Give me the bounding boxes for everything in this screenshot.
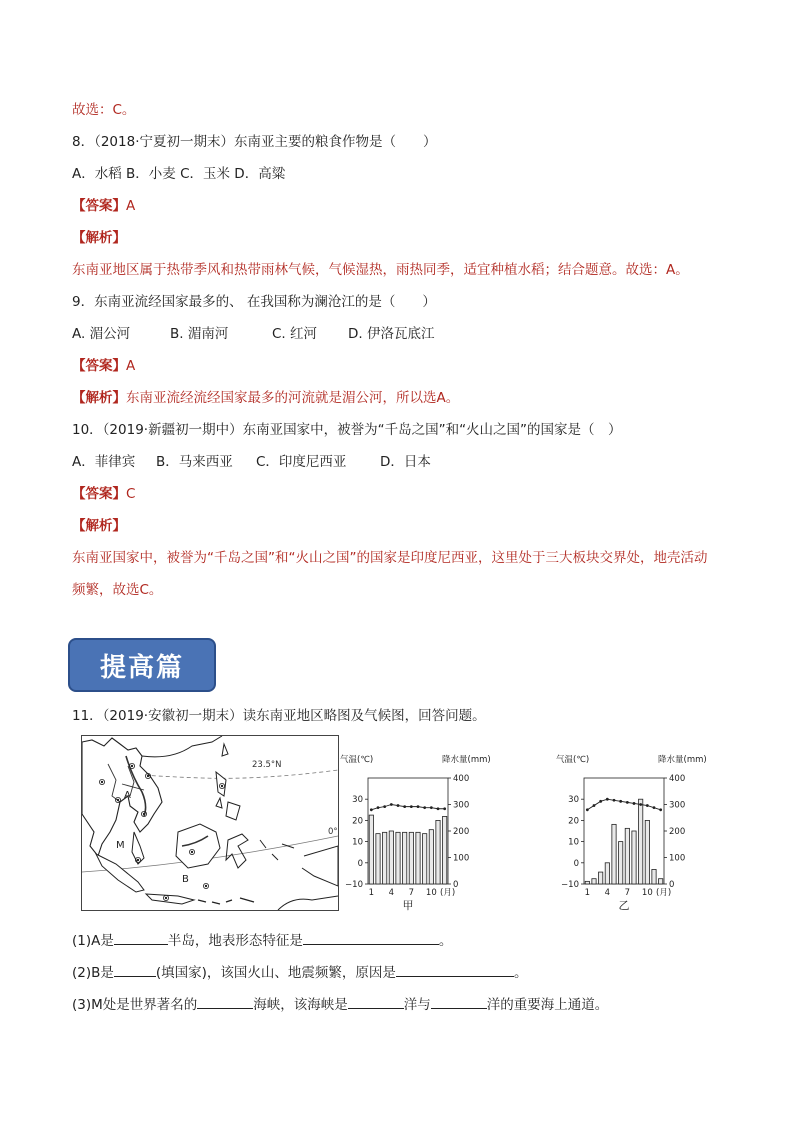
q9-option-b: B. 湄南河 <box>170 326 229 342</box>
taiwan-island <box>222 744 228 756</box>
chart-title: 乙 <box>618 899 630 912</box>
y-left-tick-label: −10 <box>561 880 579 890</box>
temperature-point <box>377 806 380 809</box>
temperature-point <box>443 807 446 810</box>
label-a: A <box>124 790 131 801</box>
answer-label: 【答案】 <box>72 198 126 214</box>
q9-question: 9．东南亚流经国家最多的、 在我国称为澜沧江的是（ ） <box>72 294 436 310</box>
precipitation-bar <box>416 832 420 884</box>
blank-2[interactable] <box>303 930 439 945</box>
temperature-point <box>370 808 373 811</box>
precipitation-bar <box>376 834 380 884</box>
blank-6[interactable] <box>348 994 404 1009</box>
precipitation-bar <box>652 869 656 884</box>
q8-analysis: 东南亚地区属于热带季风和热带雨林气候，气候湿热，雨热同季，适宜种植水稻；结合题意。故选：A。 <box>72 262 689 278</box>
precipitation-bar <box>619 842 623 884</box>
precipitation-bar <box>625 828 629 884</box>
q11-sub3-d: 洋的重要海上通道。 <box>486 997 609 1013</box>
analysis-label: 【解析】 <box>72 518 126 534</box>
temperature-point <box>383 805 386 808</box>
x-tick-label: 1 <box>584 888 591 898</box>
precipitation-bar <box>592 879 596 884</box>
precipitation-bar <box>409 832 413 884</box>
eastern-islands <box>260 840 338 886</box>
australia-coast <box>278 896 338 910</box>
y-right-tick-label: 100 <box>669 853 686 864</box>
q8-options: A．水稻 B．小麦 C．玉米 D．高粱 <box>72 166 286 182</box>
temperature-point <box>586 808 589 811</box>
temperature-point <box>593 804 596 807</box>
y-left-tick-label: 10 <box>568 837 579 848</box>
blank-7[interactable] <box>431 994 487 1009</box>
mainland-outline <box>82 738 162 856</box>
y-left-label: 气温(℃) <box>340 755 374 765</box>
china-coast <box>142 736 222 757</box>
y-left-tick-label: −10 <box>345 880 363 890</box>
answer-label: 【答案】 <box>72 486 126 502</box>
blank-4[interactable] <box>396 962 514 977</box>
q9-option-c: C. 红河 <box>272 326 318 342</box>
temperature-point <box>599 800 602 803</box>
precipitation-bar <box>612 824 616 884</box>
temperature-point <box>403 805 406 808</box>
q10-answer: C <box>126 486 136 502</box>
label-m: M <box>116 840 125 851</box>
y-right-tick-label: 300 <box>669 800 686 811</box>
y-right-tick-label: 300 <box>453 800 470 811</box>
q10-answer-line <box>72 484 135 504</box>
precipitation-bar <box>369 815 373 884</box>
temperature-point <box>646 804 649 807</box>
q11-sub3-c: 洋与 <box>403 997 431 1013</box>
blank-5[interactable] <box>197 994 253 1009</box>
y-left-tick-label: 10 <box>352 837 363 848</box>
temperature-line <box>371 805 444 810</box>
q10-analysis-line1: 东南亚国家中，被誉为“千岛之国”和“火山之国”的国家是印度尼西亚，这里处于三大板块交界处，地壳活动 <box>72 550 708 566</box>
q11-sub1-c: 。 <box>438 933 453 949</box>
q8-answer: A <box>126 198 136 214</box>
y-right-tick-label: 0 <box>669 880 675 890</box>
philippines-islands <box>216 772 240 820</box>
precipitation-bar <box>585 881 589 884</box>
q10-option-c: C．印度尼西亚 <box>256 454 347 470</box>
climate-chart-jia <box>340 752 550 912</box>
sulawesi-island <box>226 834 248 868</box>
y-left-tick-label: 30 <box>352 795 363 806</box>
precipitation-bar <box>383 832 387 884</box>
q9-analysis-line <box>72 388 459 408</box>
q11-sub3-a: (3)M处是世界著名的 <box>72 997 198 1013</box>
precipitation-bar <box>605 863 609 884</box>
temperature-point <box>410 805 413 808</box>
precipitation-bar <box>639 799 643 884</box>
y-right-tick-label: 100 <box>453 853 470 864</box>
precipitation-bar <box>429 830 433 884</box>
temperature-point <box>619 800 622 803</box>
temperature-point <box>397 804 400 807</box>
q8-answer-line <box>72 196 135 216</box>
q11-sub1 <box>72 930 452 951</box>
q11-sub2-b: (填国家)，该国火山、地震频繁，原因是 <box>155 965 396 981</box>
y-right-tick-label: 200 <box>453 827 470 837</box>
precipitation-bar <box>645 820 649 884</box>
q10-option-b: B．马来西亚 <box>156 454 233 470</box>
precipitation-bar <box>403 832 407 884</box>
y-right-label: 降水量(mm) <box>442 755 491 765</box>
precipitation-bar <box>443 816 447 884</box>
x-tick-label: 10 <box>425 888 437 898</box>
precipitation-bar <box>599 872 603 884</box>
q11-sub2 <box>72 962 527 983</box>
map-svg <box>82 736 338 910</box>
blank-1[interactable] <box>114 930 168 945</box>
y-left-tick-label: 0 <box>573 858 579 869</box>
y-right-tick-label: 0 <box>453 880 459 890</box>
plot-frame <box>584 778 664 884</box>
y-right-tick-label: 200 <box>669 827 686 837</box>
q10-option-a: A．菲律宾 <box>72 454 136 470</box>
analysis-label: 【解析】 <box>72 230 126 246</box>
temperature-point <box>390 803 393 806</box>
precipitation-bar <box>436 820 440 884</box>
section-banner: 提高篇 <box>68 638 216 692</box>
q10-analysis-line2: 频繁，故选C。 <box>72 582 163 598</box>
y-left-tick-label: 30 <box>568 795 579 806</box>
q8-analysis-label <box>72 228 126 248</box>
temperature-point <box>613 799 616 802</box>
q10-question: 10．（2019·新疆初一期中）东南亚国家中，被誉为“千岛之国”和“火山之国”的国家是（ ） <box>72 422 622 438</box>
temperature-point <box>633 802 636 805</box>
label-b: B <box>182 874 189 885</box>
q9-answer: A <box>126 358 136 374</box>
java-island <box>146 894 194 904</box>
y-left-tick-label: 20 <box>568 816 579 827</box>
analysis-label: 【解析】 <box>72 390 126 406</box>
y-left-label: 气温(℃) <box>556 755 590 765</box>
x-tick-label: 4 <box>604 888 611 898</box>
y-left-tick-label: 20 <box>352 816 363 827</box>
q8-question: 8．（2018·宁夏初一期末）东南亚主要的粮食作物是（ ） <box>72 134 437 150</box>
temperature-point <box>639 803 642 806</box>
x-tick-label: 7 <box>624 888 631 898</box>
temperature-point <box>606 798 609 801</box>
q7-prefix: 故选： <box>72 102 113 118</box>
q9-option-d: D. 伊洛瓦底江 <box>348 326 435 342</box>
q11-sub2-a: (2)B是 <box>72 965 114 981</box>
chart-title: 甲 <box>402 899 414 912</box>
temperature-line <box>587 799 660 810</box>
y-right-tick-label: 400 <box>453 774 470 784</box>
x-tick-label: 7 <box>408 888 415 898</box>
climate-chart-yi-svg <box>556 752 766 912</box>
q7-answer-line <box>72 100 135 120</box>
y-left-tick-label: 0 <box>357 858 363 869</box>
q11-sub1-a: (1)A是 <box>72 933 114 949</box>
q7-answer: C。 <box>112 102 136 118</box>
q10-option-d: D．日本 <box>380 454 431 470</box>
q9-answer-line <box>72 356 135 376</box>
q9-option-a: A. 湄公河 <box>72 326 131 342</box>
temperature-point <box>437 807 440 810</box>
climate-chart-yi <box>556 752 766 912</box>
temperature-point <box>423 806 426 809</box>
q11-sub3-b: 海峡，该海峡是 <box>253 997 348 1013</box>
blank-3[interactable] <box>114 962 156 977</box>
x-tick-label: 1 <box>368 888 375 898</box>
q11-sub1-b: 半岛，地表形态特征是 <box>167 933 303 949</box>
precipitation-bar <box>632 831 636 884</box>
tropic-label: 23.5°N <box>252 760 282 770</box>
southeast-asia-map <box>81 735 339 911</box>
x-axis-label: (月) <box>656 888 672 898</box>
equator-label: 0° <box>328 827 338 837</box>
temperature-point <box>626 801 629 804</box>
precipitation-bar <box>659 879 663 884</box>
precipitation-bar <box>396 832 400 884</box>
y-right-tick-label: 400 <box>669 774 686 784</box>
q11-question: 11．（2019·安徽初一期末）读东南亚地区略图及气候图，回答问题。 <box>72 708 486 724</box>
lesser-sunda-islands <box>198 898 254 904</box>
x-axis-label: (月) <box>440 888 456 898</box>
y-right-label: 降水量(mm) <box>658 755 707 765</box>
x-tick-label: 10 <box>641 888 653 898</box>
q9-analysis: 东南亚流经流经国家最多的河流就是湄公河，所以选A。 <box>126 390 460 406</box>
q11-sub3 <box>72 994 608 1015</box>
climate-chart-jia-svg <box>340 752 550 912</box>
precipitation-bar <box>423 834 427 884</box>
temperature-point <box>430 806 433 809</box>
temperature-point <box>659 808 662 811</box>
answer-label: 【答案】 <box>72 358 126 374</box>
x-tick-label: 4 <box>388 888 395 898</box>
temperature-point <box>417 805 420 808</box>
q11-sub2-c: 。 <box>513 965 528 981</box>
q10-analysis-label <box>72 516 126 536</box>
temperature-point <box>653 806 656 809</box>
precipitation-bar <box>389 831 393 884</box>
